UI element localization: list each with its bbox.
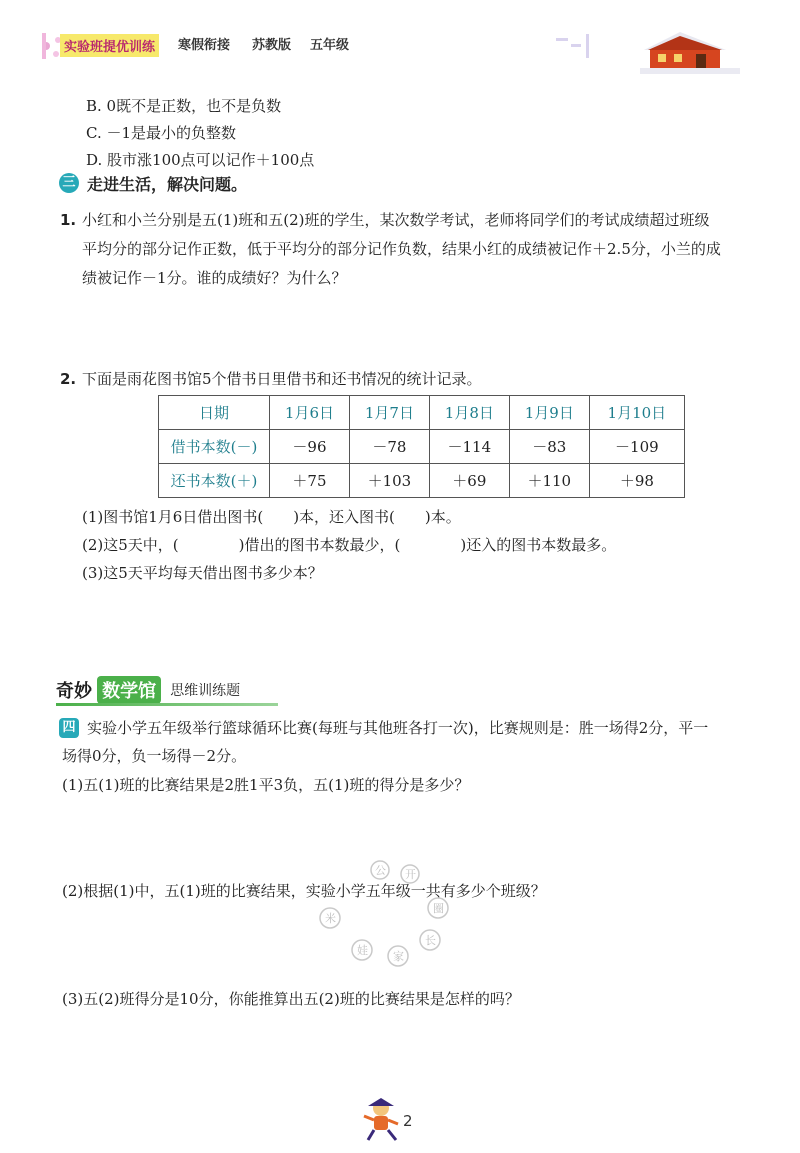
question-2-sub-2: (2)这5天中，( )借出的图书本数最少，( )还入的图书本数最多。 bbox=[82, 536, 617, 554]
question-1-line-3: 绩被记作－1分。谁的成绩好？为什么？ bbox=[82, 269, 347, 287]
question-2-text: 下面是雨花图书馆5个借书日里借书和还书情况的统计记录。 bbox=[82, 370, 482, 388]
fun-title-part-2: 数学馆 bbox=[97, 676, 161, 704]
mascot-illustration bbox=[360, 1096, 402, 1142]
option-b: B. 0既不是正数，也不是负数 bbox=[86, 97, 282, 115]
table-header-cell: 1月8日 bbox=[429, 396, 509, 430]
option-d: D. 股市涨100点可以记作＋100点 bbox=[86, 151, 315, 169]
table-header-cell: 1月7日 bbox=[349, 396, 429, 430]
table-header-row bbox=[159, 396, 685, 430]
table-row-label: 借书本数(－) bbox=[159, 430, 270, 464]
svg-text:娃: 娃 bbox=[357, 944, 368, 957]
svg-text:开: 开 bbox=[405, 868, 416, 881]
option-c: C. －1是最小的负整数 bbox=[86, 124, 237, 142]
section-four-sub-2: (2)根据(1)中，五(1)班的比赛结果，实验小学五年级一共有多少个班级？ bbox=[62, 882, 546, 900]
fun-title-part-1: 奇妙 bbox=[56, 681, 92, 702]
svg-text:米: 米 bbox=[325, 912, 336, 925]
fun-title-underline bbox=[56, 703, 278, 706]
section-four-sub-1: (1)五(1)班的比赛结果是2胜1平3负，五(1)班的得分是多少？ bbox=[62, 776, 470, 794]
table-row bbox=[159, 430, 685, 464]
section-three-badge: 三 bbox=[59, 173, 79, 193]
table-header-cell: 1月6日 bbox=[270, 396, 350, 430]
svg-text:家: 家 bbox=[393, 950, 404, 963]
section-four-line-2: 场得0分，负一场得－2分。 bbox=[62, 747, 247, 765]
table-cell: －78 bbox=[349, 430, 429, 464]
section-four-sub-3: (3)五(2)班得分是10分，你能推算出五(2)班的比赛结果是怎样的吗？ bbox=[62, 990, 520, 1008]
section-four-line-1: 实验小学五年级举行篮球循环比赛(每班与其他班各打一次)，比赛规则是：胜一场得2分，平一 bbox=[87, 719, 709, 737]
table-cell: －109 bbox=[589, 430, 684, 464]
svg-text:公: 公 bbox=[375, 864, 386, 877]
table-cell: －114 bbox=[429, 430, 509, 464]
question-1-line-1: 小红和小兰分别是五(1)班和五(2)班的学生，某次数学考试，老师将同学们的考试成绩超过班级 bbox=[82, 211, 710, 229]
table-cell: ＋98 bbox=[589, 464, 684, 498]
section-three-title: 走进生活，解决问题。 bbox=[87, 175, 248, 194]
table-row bbox=[159, 464, 685, 498]
header-edition: 苏教版 bbox=[252, 38, 292, 53]
fun-math-corner-title bbox=[56, 676, 240, 702]
page-number: 2 bbox=[403, 1112, 413, 1130]
section-four-badge: 四 bbox=[59, 718, 79, 738]
table-cell: ＋75 bbox=[270, 464, 350, 498]
question-1-number: 1. bbox=[60, 211, 77, 229]
question-2-sub-3: (3)这5天平均每天借出图书多少本？ bbox=[82, 564, 323, 582]
question-1-line-2: 平均分的部分记作正数，低于平均分的部分记作负数，结果小红的成绩被记作＋2.5分，小兰的成 bbox=[82, 240, 721, 258]
question-2-sub-1: (1)图书馆1月6日借出图书( )本，还入图书( )本。 bbox=[82, 508, 461, 526]
table-cell: －96 bbox=[270, 430, 350, 464]
fun-title-part-3: 思维训练题 bbox=[170, 683, 241, 699]
svg-text:长: 长 bbox=[425, 934, 436, 947]
table-header-cell: 1月10日 bbox=[589, 396, 684, 430]
table-cell: －83 bbox=[509, 430, 589, 464]
table-cell: ＋110 bbox=[509, 464, 589, 498]
watermark-stamp bbox=[310, 860, 460, 990]
snow-house-illustration bbox=[640, 26, 740, 74]
library-record-table bbox=[158, 395, 685, 498]
table-row-label: 还书本数(＋) bbox=[159, 464, 270, 498]
svg-text:圈: 圈 bbox=[433, 902, 444, 915]
header-grade: 五年级 bbox=[310, 38, 350, 53]
table-cell: ＋103 bbox=[349, 464, 429, 498]
header-brand: 实验班提优训练 bbox=[60, 34, 159, 57]
question-2-number: 2. bbox=[60, 370, 77, 388]
table-cell: ＋69 bbox=[429, 464, 509, 498]
header-term: 寒假衔接 bbox=[178, 38, 231, 53]
table-header-cell: 日期 bbox=[159, 396, 270, 430]
table-header-cell: 1月9日 bbox=[509, 396, 589, 430]
